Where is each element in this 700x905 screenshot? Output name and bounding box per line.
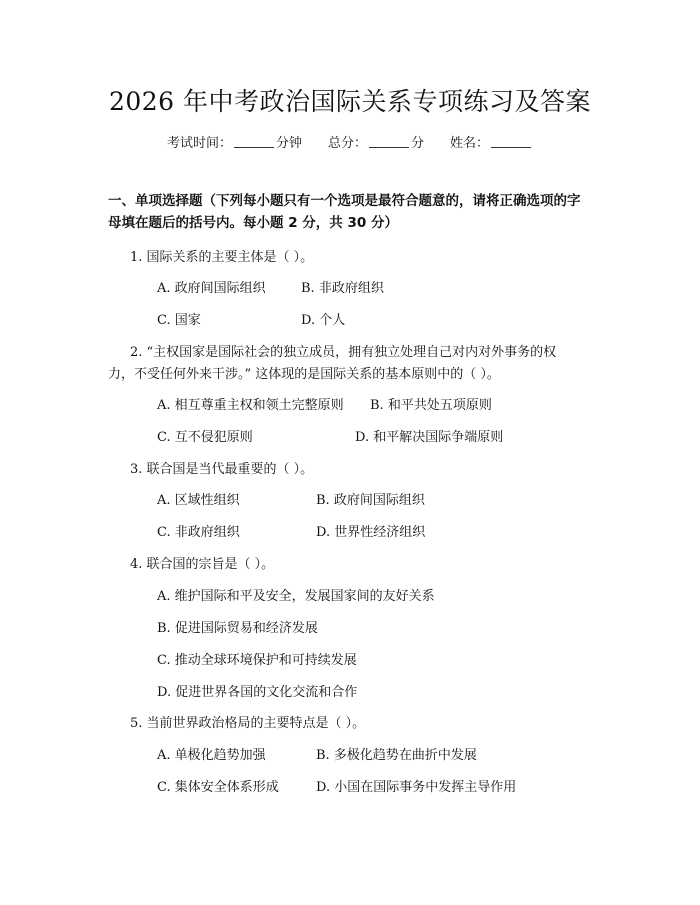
total-score-label: 总分： [327, 136, 367, 151]
total-score-field [328, 132, 424, 151]
name-label: 姓名： [450, 136, 490, 151]
option-a: A. 相互尊重主权和领土完整原则 [157, 398, 344, 413]
option-a: A. 维护国际和平及安全，发展国家间的友好关系 [157, 589, 435, 604]
page-title: 2026 年中考政治国际关系专项练习及答案 [108, 87, 592, 116]
name-blank [491, 135, 531, 148]
option-d: D. 和平解决国际争端原则 [355, 430, 504, 445]
name-field [450, 132, 533, 151]
option-c: C. 推动全球环境保护和可持续发展 [157, 653, 357, 668]
option-d: D. 促进世界各国的文化交流和合作 [157, 685, 358, 700]
option-b: B. 多极化趋势在曲折中发展 [316, 748, 477, 763]
question-stem: 5. 当前世界政治格局的主要特点是（ ）。 [130, 716, 366, 731]
option-b: B. 促进国际贸易和经济发展 [157, 621, 318, 636]
option-b: B. 非政府组织 [301, 281, 384, 296]
question-stem: 2. “主权国家是国际社会的独立成员，拥有独立处理自己对内对外事务的权 [130, 345, 557, 360]
exam-time-label: 考试时间： [166, 136, 232, 151]
exam-time-field [167, 132, 302, 151]
option-b: B. 和平共处五项原则 [370, 398, 492, 413]
option-d: D. 世界性经济组织 [316, 525, 426, 540]
option-c: C. 非政府组织 [157, 525, 240, 540]
option-b: B. 政府间国际组织 [316, 493, 425, 508]
exam-time-unit: 分钟 [275, 136, 302, 151]
exam-info-row [0, 132, 700, 151]
question-stem: 4. 联合国的宗旨是（ ）。 [130, 557, 275, 572]
option-c: C. 国家 [157, 313, 201, 328]
option-a: A. 单极化趋势加强 [157, 748, 266, 763]
question-stem: 1. 国际关系的主要主体是（ ）。 [130, 250, 314, 265]
option-d: D. 个人 [301, 313, 346, 328]
option-a: A. 政府间国际组织 [157, 281, 266, 296]
question-stem-continued: 力，不受任何外来干涉。” 这体现的是国际关系的基本原则中的（ ）。 [108, 367, 500, 382]
option-c: C. 互不侵犯原则 [157, 430, 253, 445]
option-d: D. 小国在国际事务中发挥主导作用 [316, 780, 517, 795]
question-stem: 3. 联合国是当代最重要的（ ）。 [130, 462, 314, 477]
total-score-blank [369, 135, 409, 148]
option-c: C. 集体安全体系形成 [157, 780, 279, 795]
total-score-unit: 分 [411, 136, 425, 151]
option-a: A. 区域性组织 [157, 493, 240, 508]
section-heading: 一、单项选择题（下列每小题只有一个选项是最符合题意的，请将正确选项的字母填在题后的括号内。每小题 2 分，共 30 分） [108, 193, 581, 231]
exam-time-blank [234, 135, 274, 148]
